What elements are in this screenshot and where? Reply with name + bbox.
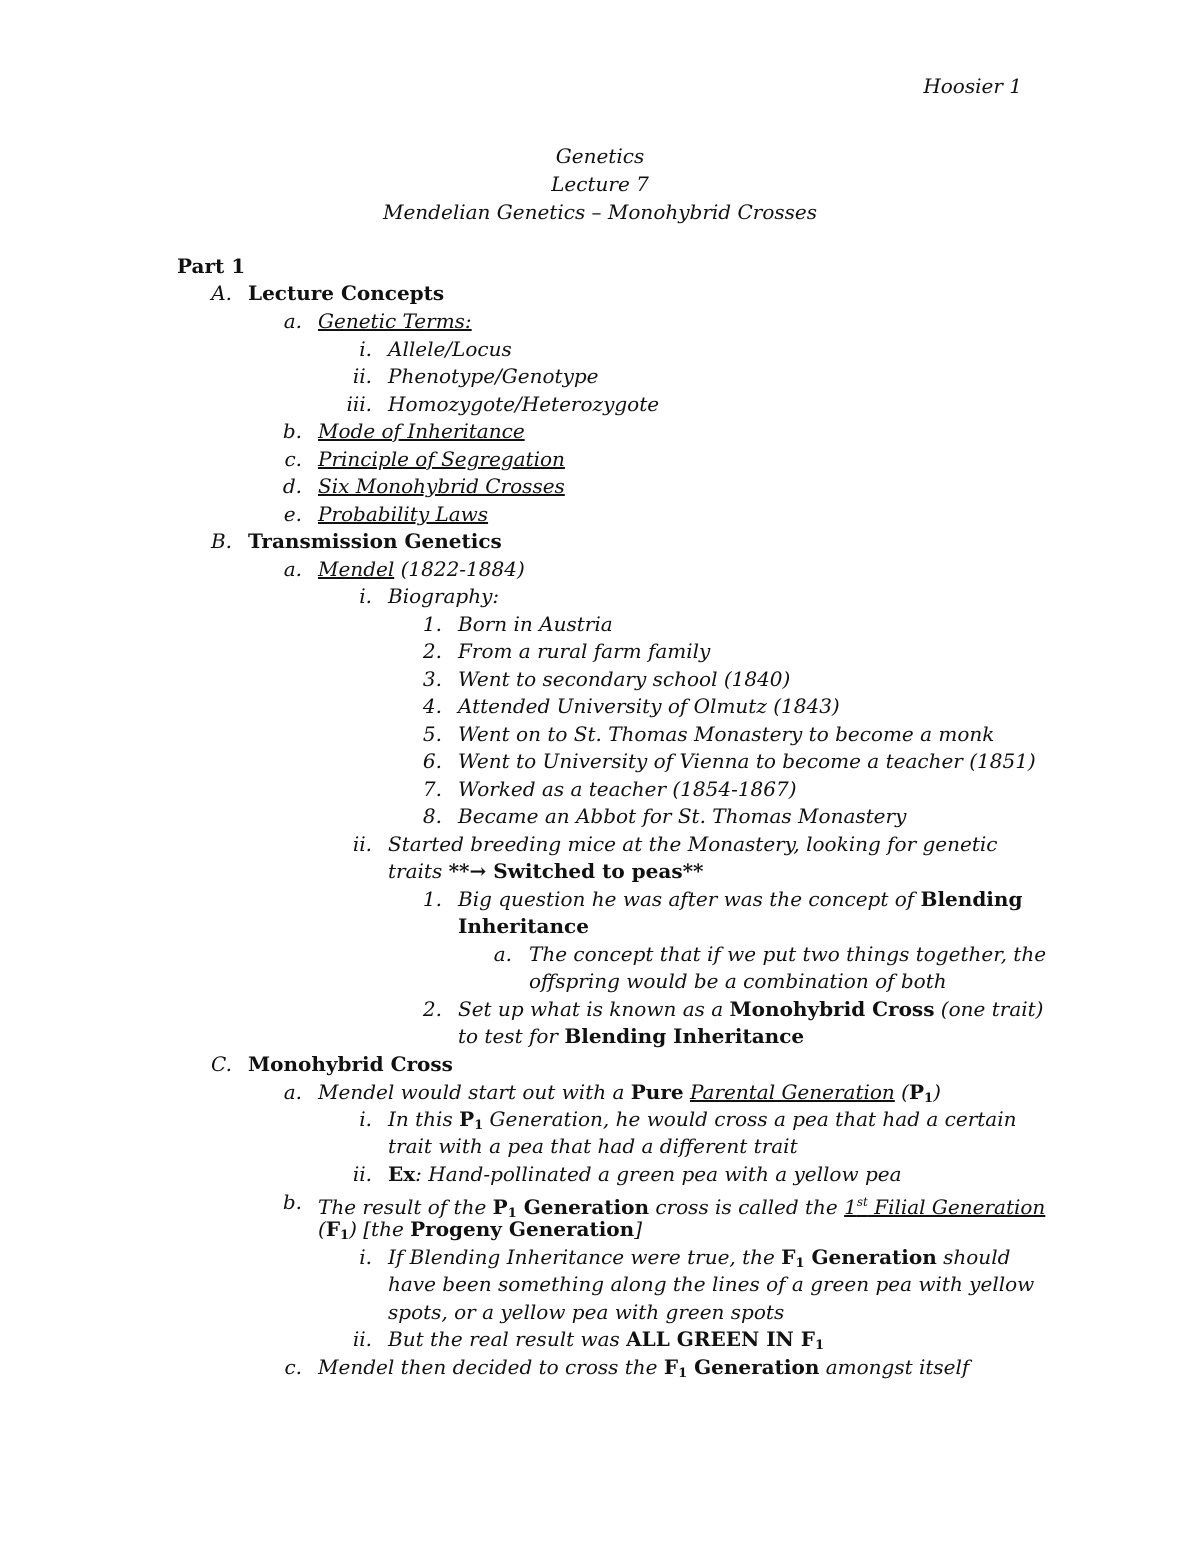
c-b-st: st (856, 1195, 868, 1209)
q1a-line2: offspring would be a combination of both (529, 969, 947, 993)
c-b-filial (844, 1195, 1045, 1219)
a-a-ii-label: ii. (352, 364, 372, 388)
bio-2-label: 2. (422, 639, 442, 663)
c-b-t1: The result of the (318, 1195, 493, 1219)
c-b-filial-text: Filial Generation (867, 1195, 1046, 1219)
b-a-i-text: Biography: (388, 584, 500, 608)
c-c-t5: amongst itself (819, 1355, 970, 1379)
c-a-ii-t2: : Hand-pollinated a green pea with a yellow pea (415, 1162, 902, 1186)
mendel-name: Mendel (318, 557, 395, 581)
c-a-t1: Mendel would start out with a (318, 1080, 631, 1104)
bio-5-text: Went on to St. Thomas Monastery to become a monk (458, 722, 995, 746)
c-b-i-label: i. (359, 1245, 372, 1269)
c-b-l2-sub: 1 (340, 1228, 350, 1243)
topic-title: Mendelian Genetics – Monohybrid Crosses (382, 200, 817, 224)
c-b-ii-t1: But the real result was (388, 1327, 627, 1351)
b-a-ii-line2 (388, 858, 704, 885)
traits-text: traits (388, 859, 449, 883)
a-a-label: a. (283, 309, 302, 333)
c-c-sub: 1 (678, 1366, 688, 1381)
bio-7-text: Worked as a teacher (1854-1867) (458, 777, 797, 801)
c-b-l2-progeny: Progeny Generation (410, 1217, 635, 1241)
b-a-text (318, 556, 525, 583)
bio-1-label: 1. (422, 612, 442, 636)
c-a-i-line2: trait with a pea that had a different trait (388, 1134, 798, 1158)
section-c-heading: Monohybrid Cross (248, 1052, 453, 1076)
b-a-label: a. (283, 557, 302, 581)
mendel-years: (1822-1884) (394, 557, 525, 581)
a-d-text: Six Monohybrid Crosses (318, 474, 565, 498)
a-c-text: Principle of Segregation (318, 447, 565, 471)
lecture-title: Lecture 7 (551, 172, 649, 196)
q1-line1 (458, 886, 1022, 913)
bio-5-label: 5. (422, 722, 442, 746)
q2-line2 (458, 1023, 804, 1050)
c-b-p: P (492, 1195, 508, 1219)
bio-6-label: 6. (422, 749, 442, 773)
c-b-ii-label: ii. (352, 1327, 372, 1351)
a-a-ii-text: Phenotype/Genotype (388, 364, 599, 388)
c-b-i-t5: should (936, 1245, 1011, 1269)
c-a-t5: ( (894, 1080, 909, 1104)
c-b-i-line2: have been something along the lines of a green pea with yellow (388, 1272, 1035, 1296)
section-a-label: A. (211, 281, 232, 305)
c-b-i-t1: If Blending Inheritance were true, the (388, 1245, 782, 1269)
c-a-ii-label: ii. (352, 1162, 372, 1186)
a-b-text: Mode of Inheritance (318, 419, 525, 443)
a-d-label: d. (282, 474, 302, 498)
q2-label: 2. (422, 997, 442, 1021)
c-b-sub: 1 (507, 1206, 517, 1221)
q1a-line1: The concept that if we put two things together, the (529, 942, 1047, 966)
q2-one-trait: (one trait) (934, 997, 1044, 1021)
course-title: Genetics (555, 144, 645, 168)
a-e-label: e. (283, 502, 302, 526)
bio-4-text: Attended University of Olmutz (1843) (458, 694, 840, 718)
q2-test-text: to test for (458, 1024, 565, 1048)
a-a-iii-text: Homozygote/Heterozygote (388, 392, 660, 416)
c-b-i-line3: spots, or a yellow pea with green spots (388, 1300, 785, 1324)
q1-text: Big question he was after was the concept of (458, 887, 921, 911)
b-a-ii-line1: Started breeding mice at the Monastery, looking for genetic (388, 832, 998, 856)
c-b-i-sub: 1 (795, 1256, 805, 1271)
q1a-label: a. (493, 942, 512, 966)
q2-blending: Blending Inheritance (564, 1024, 805, 1048)
c-a-i-t4: Generation, he would cross a pea that had a certain (483, 1107, 1017, 1131)
section-a-heading: Lecture Concepts (248, 281, 445, 305)
c-b-l2-t4: ) [the (349, 1217, 411, 1241)
c-b-ii-all-green: ALL GREEN IN F (626, 1327, 815, 1351)
bio-3-text: Went to secondary school (1840) (458, 667, 791, 691)
section-b-label: B. (210, 529, 232, 553)
c-c-text (318, 1354, 969, 1387)
c-a-i-t1: In this (388, 1107, 460, 1131)
c-b-label: b. (282, 1190, 302, 1214)
c-b-ii-sub: 1 (815, 1338, 825, 1353)
c-a-p: P (908, 1080, 925, 1104)
c-b-i-f: F (781, 1245, 796, 1269)
title-block (0, 142, 1200, 226)
c-b-i-generation: Generation (804, 1245, 937, 1269)
c-c-label: c. (284, 1355, 302, 1379)
part-heading: Part 1 (177, 254, 246, 278)
a-a-i-label: i. (359, 337, 372, 361)
bio-4-label: 4. (422, 694, 442, 718)
c-b-generation: Generation (516, 1195, 650, 1219)
c-b-l2-t1: ( (318, 1217, 326, 1241)
page-header: Hoosier 1 (923, 74, 1022, 98)
c-b-t5: cross is called the (649, 1195, 845, 1219)
c-a-ii-text (388, 1161, 902, 1188)
c-a-t8: ) (933, 1080, 941, 1104)
c-c-f: F (663, 1355, 679, 1379)
bio-7-label: 7. (422, 777, 442, 801)
a-a-text: Genetic Terms: (318, 309, 472, 333)
c-a-parental: Parental Generation (689, 1080, 895, 1104)
c-c-t1: Mendel then decided to cross the (318, 1355, 664, 1379)
c-a-sub: 1 (924, 1091, 934, 1106)
a-c-label: c. (284, 447, 302, 471)
c-a-label: a. (283, 1080, 302, 1104)
bio-3-label: 3. (422, 667, 442, 691)
section-b-heading: Transmission Genetics (248, 529, 502, 553)
c-b-first: 1 (844, 1195, 857, 1219)
c-a-i-p: P (459, 1107, 475, 1131)
c-a-pure: Pure (630, 1080, 684, 1104)
c-b-l2-t6: ] (634, 1217, 642, 1241)
b-a-ii-label: ii. (352, 832, 372, 856)
q1-label: 1. (422, 887, 442, 911)
b-a-i-label: i. (359, 584, 372, 608)
a-a-i-text: Allele/Locus (388, 337, 512, 361)
bio-8-text: Became an Abbot for St. Thomas Monastery (458, 804, 907, 828)
a-a-iii-label: iii. (346, 392, 372, 416)
c-b-l2-f: F (325, 1217, 341, 1241)
bio-6-text: Went to University of Vienna to become a teacher (1851) (458, 749, 1036, 773)
c-c-generation: Generation (687, 1355, 820, 1379)
switched-to-peas: **→ Switched to peas** (448, 859, 704, 883)
bio-2-text: From a rural farm family (458, 639, 711, 663)
a-e-text: Probability Laws (318, 502, 489, 526)
c-a-i-sub: 1 (474, 1118, 484, 1133)
q2-text: Set up what is known as a (458, 997, 730, 1021)
q2-monohybrid: Monohybrid Cross (729, 997, 935, 1021)
q1-line2: Inheritance (458, 914, 589, 938)
bio-8-label: 8. (422, 804, 442, 828)
q2-line1 (458, 996, 1044, 1023)
section-c-label: C. (211, 1052, 232, 1076)
a-b-label: b. (282, 419, 302, 443)
c-a-ii-ex: Ex (388, 1162, 416, 1186)
q1-blending: Blending (920, 887, 1023, 911)
bio-1-text: Born in Austria (458, 612, 613, 636)
c-a-i-label: i. (359, 1107, 372, 1131)
